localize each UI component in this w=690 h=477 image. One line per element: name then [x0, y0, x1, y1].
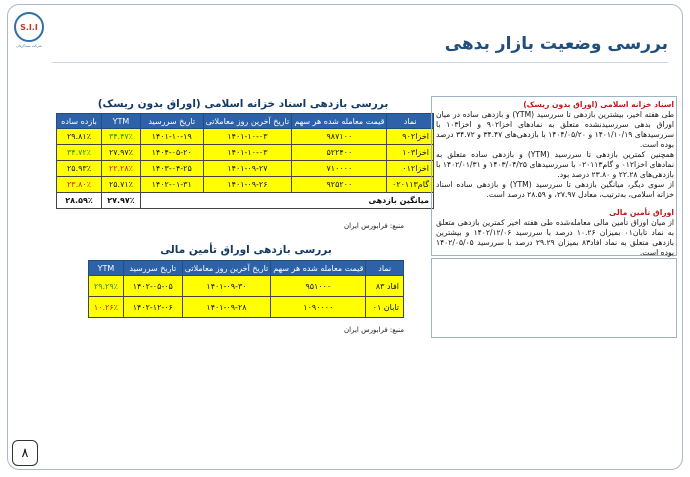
- col-header: تاریخ سررسید: [123, 261, 182, 276]
- cell: افاد ۸۳: [366, 276, 404, 297]
- title-divider: [52, 62, 668, 63]
- paragraph: همچنین کمترین بازدهی تا سررسید (YTM) و بازدهی ساده متعلق به نمادهای اخزا۰۱۲ و گام۰۲۰۱۱۳ با سررسیدهای ۱۴۰۳/۰۴/۲۵ و ۱۴۰۲/۰۱/۳۱ با بازدهی‌های ۲۲.۲۸ و ۲۳.۸۰ درصد بود.: [436, 150, 675, 179]
- cell: اخزا۰۱۲: [387, 161, 434, 177]
- cell: ۳۴.۴۷٪: [102, 129, 141, 145]
- logo-caption: شرکت سبدگردان: [16, 44, 42, 48]
- cell: ۱۴۰۱-۱۰-۰۳: [203, 129, 292, 145]
- table-header-row: [89, 261, 404, 276]
- table1-title: بررسی بازدهی اسناد خزانه اسلامی (اوراق بدون ریسک): [97, 98, 389, 110]
- average-simple: ۲۸.۵۹٪: [57, 193, 102, 209]
- section-heading-treasury: اسناد خزانه اسلامی (اوراق بدون ریسک): [523, 100, 674, 109]
- cell: ۲۹.۸۱٪: [57, 129, 102, 145]
- average-label: میانگین بازدهی: [140, 193, 433, 209]
- cell: ۵۲۲۴۰۰: [292, 145, 387, 161]
- commentary-box-bottom: [431, 258, 677, 338]
- cell: ۱۴۰۱-۰۹-۲۸: [182, 297, 271, 318]
- cell: ۱۴۰۱-۱۰-۱۹: [140, 129, 203, 145]
- col-header: تاریخ سررسید: [140, 114, 203, 129]
- table-row: [57, 145, 434, 161]
- cell: ۲۵.۷۱٪: [102, 177, 141, 193]
- financing-table: [88, 260, 404, 318]
- cell: گام۰۲۰۱۱۳: [387, 177, 434, 193]
- col-header: نماد: [387, 114, 434, 129]
- col-header: بازده ساده: [57, 114, 102, 129]
- commentary: [436, 100, 674, 258]
- col-header: قیمت معامله شده هر سهم: [292, 114, 387, 129]
- average-ytm: ۲۷.۹۷٪: [102, 193, 141, 209]
- col-header: تاریخ آخرین روز معاملاتی: [203, 114, 292, 129]
- paragraph: طی هفته اخیر، بیشترین بازدهی تا سررسید (YTM) و بازدهی ساده در میان اوراق بدهی سررسیدنشده متعلق به نمادهای اخزا۹۰۲ و اخزا۱۰۳ با سررسیدهای ۱۴۰۱/۱۰/۱۹ و ۱۴۰۴/۰۵/۲۰ با بازدهی‌های ۳۴.۴۷ و ۳۴.۷۲ درصد بوده است.: [436, 110, 675, 149]
- table2-source: منبع: فرابورس ایران: [344, 326, 404, 334]
- cell: ۹۵۱۰۰۰: [271, 276, 366, 297]
- cell: ۱۴۰۳-۰۴-۲۵: [140, 161, 203, 177]
- section-heading-financing: اوراق تأمین مالی: [609, 208, 674, 217]
- col-header: نماد: [366, 261, 404, 276]
- page-number: ۸: [12, 440, 38, 466]
- cell: اخزا۱۰۳: [387, 145, 434, 161]
- cell: ۱۴۰۴-۰۵-۲۰: [140, 145, 203, 161]
- paragraph: از سوی دیگر، میانگین بازدهی تا سررسید (YTM) و بازدهی ساده اسناد خزانه اسلامی، به‌ترتیب، معادل ۲۷.۹۷، و ۲۸.۵۹ درصد است.: [436, 180, 674, 199]
- cell: ۹۸۷۱۰۰: [292, 129, 387, 145]
- treasury-table: [56, 113, 434, 209]
- cell: ۳۴.۷۲٪: [57, 145, 102, 161]
- table-row: [57, 177, 434, 193]
- table-row: [57, 129, 434, 145]
- table-row: [57, 161, 434, 177]
- cell: اخزا۹۰۲: [387, 129, 434, 145]
- cell: ۱۴۰۱-۰۹-۳۰: [182, 276, 271, 297]
- cell: ۱۰۹۰۰۰۰: [271, 297, 366, 318]
- cell: ۱۴۰۲-۰۱-۳۱: [140, 177, 203, 193]
- cell: ۹۲۵۲۰۰: [292, 177, 387, 193]
- table-header-row: [57, 114, 434, 129]
- table2-title: بررسی بازدهی اوراق تأمین مالی: [160, 244, 332, 256]
- cell: ۱۴۰۱-۰۹-۲۶: [203, 177, 292, 193]
- cell: ۱۴۰۱-۰۹-۲۷: [203, 161, 292, 177]
- company-logo: S.I.I: [14, 12, 44, 42]
- cell: ۷۱۰۰۰۰: [292, 161, 387, 177]
- cell: ۲۳.۸۰٪: [57, 177, 102, 193]
- col-header: تاریخ آخرین روز معاملاتی: [182, 261, 271, 276]
- cell: ۲۲.۲۸٪: [102, 161, 141, 177]
- cell: ۱۰.۲۶٪: [89, 297, 124, 318]
- col-header: قیمت معامله شده هر سهم: [271, 261, 366, 276]
- cell: ۲۷.۹۷٪: [102, 145, 141, 161]
- col-header: YTM: [102, 114, 141, 129]
- table-row: [89, 297, 404, 318]
- cell: ۲۹.۲۹٪: [89, 276, 124, 297]
- paragraph: از میان اوراق تأمین مالی معامله‌شده طی هفته اخیر کمترین بازدهی متعلق به نماد تابان۰۱ بمیزان ۱۰.۲۶ درصد با سررسید ۱۴۰۲/۱۲/۰۶ و بیشترین بازدهی متعلق به نماد افاد۸۳ بمیزان ۲۹.۲۹ درصد با سررسید ۱۴۰۲/۰۵/۰۵ بوده است.: [436, 218, 675, 257]
- table-row: [89, 276, 404, 297]
- cell: ۱۴۰۲-۰۵-۰۵: [123, 276, 182, 297]
- page-title: بررسی وضعیت بازار بدهی: [444, 34, 668, 54]
- col-header: YTM: [89, 261, 124, 276]
- cell: ۱۴۰۲-۱۲-۰۶: [123, 297, 182, 318]
- cell: ۲۵.۹۳٪: [57, 161, 102, 177]
- table1-source: منبع: فرابورس ایران: [344, 222, 404, 230]
- cell: ۱۴۰۱-۱۰-۰۳: [203, 145, 292, 161]
- cell: تابان ۰۱: [366, 297, 404, 318]
- average-row: [57, 193, 434, 209]
